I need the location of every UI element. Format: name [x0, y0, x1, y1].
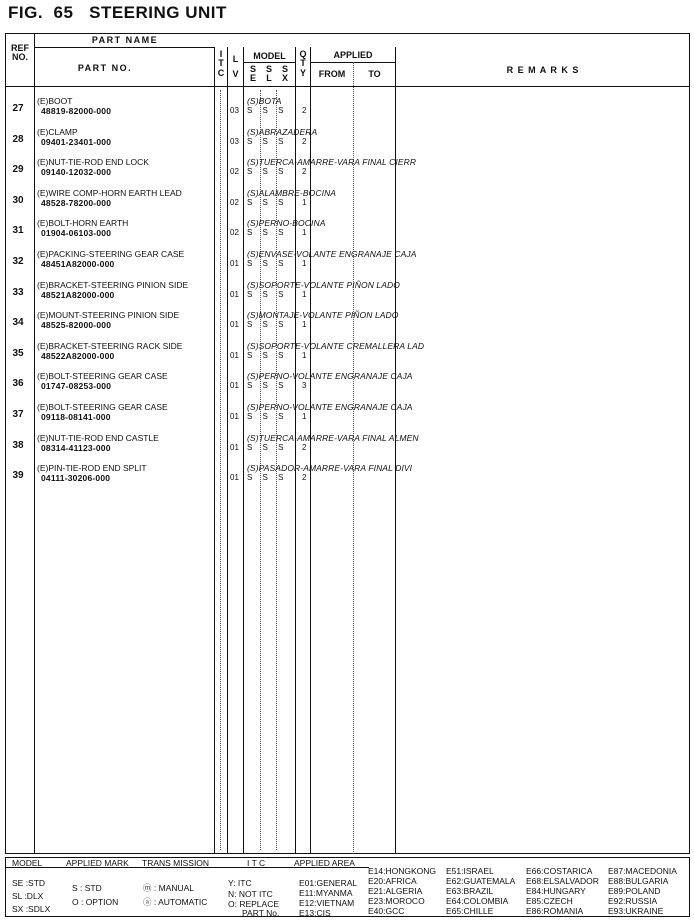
table-row: [0, 310, 694, 341]
legend-model-title: MODEL: [12, 858, 43, 868]
remark: (S)ENVASE-VOLANTE ENGRANAJE CAJA: [247, 249, 417, 259]
table-row: [0, 341, 694, 372]
ref-number: 32: [12, 256, 24, 267]
quantity: 1: [302, 228, 307, 238]
remark: (S)PERNO-VOLANTE ENGRANAJE CAJA: [247, 402, 413, 412]
model-marks: S S S: [247, 350, 288, 360]
part-name: (E)NUT-TIE-ROD END CASTLE: [37, 432, 159, 443]
legend-area-item: E11:MYANMA: [299, 888, 353, 898]
legend-itc-title: I T C: [247, 858, 266, 868]
remark: (S)BOTA: [247, 96, 282, 106]
header-model-sx-s: S: [281, 64, 288, 74]
quantity: 2: [302, 167, 307, 177]
figure-label: FIG.: [8, 3, 44, 22]
part-name: (E)NUT-TIE-ROD END LOCK: [37, 157, 149, 168]
header-ref-line1: REF: [11, 43, 29, 53]
header-lv-l: L: [232, 54, 239, 64]
remark: (S)TUERCA-AMARRE-VARA FINAL CIERR: [247, 157, 417, 168]
header-itc-i: I: [219, 49, 223, 59]
legend-applied-mark-title: APPLIED MARK: [66, 858, 129, 868]
legend-area-item: E85:CZECH: [526, 896, 573, 906]
remark: (S)SOPORTE-VOLANTE CREMALLERA LAD: [247, 340, 425, 351]
header-divider: [35, 47, 215, 48]
table-row: [0, 218, 694, 249]
legend-itc-partno: PART No.: [242, 908, 280, 918]
ref-number: 29: [12, 164, 24, 176]
part-name: (E)PIN-TIE-ROD END SPLIT: [37, 463, 147, 474]
legend-area-item: E66:COSTARICA: [526, 866, 593, 876]
header-qty-q: Q: [299, 49, 307, 59]
ref-number: 34: [12, 317, 24, 329]
legend-trans-manual: ⓜ : MANUAL: [143, 883, 195, 893]
ref-number: 31: [12, 225, 24, 237]
part-number: 01904-06103-000: [41, 228, 112, 239]
model-marks: S S S: [247, 289, 288, 299]
level: 01: [230, 320, 239, 330]
table-row: [0, 127, 694, 158]
table-row: [0, 249, 694, 280]
part-name: (E)CLAMP: [37, 126, 78, 137]
part-name: (E)BOLT-STEERING GEAR CASE: [37, 402, 168, 412]
model-marks: S S S: [247, 320, 288, 330]
legend-model-sx: SX :SDLX: [12, 904, 51, 914]
part-name: (E)BRACKET-STEERING RACK SIDE: [37, 340, 183, 351]
level: 01: [230, 350, 239, 360]
level: 02: [230, 228, 239, 238]
level: 02: [230, 167, 239, 177]
legend-model-se: SE :STD: [12, 878, 46, 888]
ref-number: 33: [12, 286, 24, 298]
table-row: [0, 188, 694, 219]
level: 01: [230, 381, 239, 391]
header-from: FROM: [318, 69, 346, 79]
legend-area-item: E13:CIS: [299, 908, 331, 918]
legend-area-item: E84:HUNGARY: [526, 886, 586, 896]
header-lv: [228, 52, 243, 83]
header-model-sx-x: X: [281, 73, 288, 84]
header-ref-line2: NO.: [11, 52, 28, 63]
model-marks: S S S: [247, 259, 288, 268]
quantity: 1: [302, 197, 307, 207]
table-row: [0, 96, 694, 127]
part-number: 48451A82000-000: [41, 259, 115, 269]
ref-number: 28: [12, 133, 24, 145]
legend-area-item: E64:COLOMBIA: [446, 896, 509, 906]
figure-number: 65: [53, 3, 74, 22]
part-number: 48522A82000-000: [41, 350, 115, 361]
header-qty-y: Y: [299, 67, 306, 78]
figure-name: STEERING UNIT: [89, 3, 227, 22]
quantity: 2: [302, 106, 307, 115]
ref-number: 36: [12, 378, 24, 390]
quantity: 1: [302, 350, 307, 360]
remark: (S)SOPORTE-VOLANTE PIÑON LADO: [247, 279, 400, 290]
header-model-sx: [279, 65, 291, 84]
part-name: (E)BOLT-STEERING GEAR CASE: [37, 371, 168, 382]
header-ref-no: [6, 44, 34, 63]
level: 01: [230, 412, 239, 421]
header-part-name: PART NAME: [91, 35, 159, 45]
model-marks: S S S: [247, 167, 288, 177]
ref-number: 37: [12, 409, 24, 420]
header-to: TO: [368, 69, 381, 79]
legend-trans-title: TRANS MISSION: [142, 858, 210, 868]
header-bottom-line: [5, 86, 690, 87]
quantity: 1: [302, 320, 307, 330]
level: 03: [230, 106, 239, 115]
header-lv-v: V: [232, 69, 239, 80]
legend-area-item: E65:CHILLE: [446, 906, 494, 916]
remark: (S)MONTAJE-VOLANTE PIÑON LADO: [247, 310, 399, 321]
legend-area-item: E89:POLAND: [608, 886, 661, 896]
remark: (S)PASADOR-AMARRE-VARA FINAL DIVI: [247, 463, 413, 474]
part-number: 04111-30206-000: [41, 473, 111, 484]
legend-area-item: E63:BRAZIL: [446, 886, 494, 896]
header-part-no: PART NO.: [77, 63, 133, 73]
part-name: (E)BOOT: [37, 96, 73, 106]
legend-area-item: E21:ALGERIA: [368, 886, 423, 896]
legend-area-item: E62:GUATEMALA: [446, 876, 516, 886]
legend-itc-n: N: NOT ITC: [228, 889, 273, 899]
part-name: (E)WIRE COMP-HORN EARTH LEAD: [37, 187, 182, 198]
legend-applied-std: S : STD: [72, 883, 102, 893]
model-marks: S S S: [247, 197, 288, 207]
header-qty: [296, 50, 310, 78]
header-model-sl-s: S: [265, 64, 272, 74]
level: 02: [230, 197, 239, 207]
legend-trans-auto: ⓐ : AUTOMATIC: [143, 897, 208, 907]
ref-number: 35: [12, 347, 24, 359]
header-qty-t: T: [300, 58, 306, 69]
part-name: (E)PACKING-STEERING GEAR CASE: [37, 249, 185, 259]
header-remarks: R E M A R K S: [506, 65, 580, 75]
header-model-se-s: S: [249, 64, 256, 74]
table-row: [0, 463, 694, 494]
remark: (S)ALAMBRE-BOCINA: [247, 187, 337, 198]
ref-number: 27: [12, 103, 24, 114]
header-model: MODEL: [253, 51, 286, 61]
quantity: 2: [302, 136, 307, 146]
legend-area-item: E20:AFRICA: [368, 876, 417, 886]
quantity: 1: [302, 289, 307, 299]
table-row: [0, 371, 694, 402]
level: 01: [230, 473, 239, 483]
legend-itc-y: Y: ITC: [228, 878, 252, 888]
legend-area-title: APPLIED AREA: [294, 858, 355, 868]
level: 01: [230, 289, 239, 299]
table-row: [0, 433, 694, 464]
level: 01: [230, 259, 239, 268]
table-row: [0, 402, 694, 433]
ref-number: 38: [12, 439, 24, 451]
part-number: 48528-78200-000: [41, 197, 112, 208]
quantity: 2: [302, 442, 307, 452]
legend-area-item: E40:GCC: [368, 906, 405, 916]
remark: (S)PERNO-BOCINA: [247, 218, 326, 229]
model-marks: S S S: [247, 473, 288, 483]
model-marks: S S S: [247, 381, 288, 391]
table-row: [0, 280, 694, 311]
level: 01: [230, 442, 239, 452]
part-number: 48521A82000-000: [41, 289, 115, 300]
legend-applied-option: O : OPTION: [72, 897, 119, 907]
remark: (S)TUERCA-AMARRE-VARA FINAL ALMEN: [247, 432, 419, 443]
header-model-se-e: E: [249, 73, 256, 84]
part-number: 01747-08253-000: [41, 381, 112, 392]
model-divider: [244, 62, 295, 63]
table-row: [0, 157, 694, 188]
header-applied: APPLIED: [333, 50, 373, 60]
legend-area-item: E93:UKRAINE: [608, 906, 664, 916]
quantity: 2: [302, 473, 307, 483]
header-itc-t: T: [218, 58, 224, 69]
remark: (S)PERNO-VOLANTE ENGRANAJE CAJA: [247, 371, 413, 382]
model-marks: S S S: [247, 136, 288, 146]
model-marks: S S S: [247, 412, 288, 421]
legend-area-item: E88:BULGARIA: [608, 876, 669, 886]
part-name: (E)MOUNT-STEERING PINION SIDE: [37, 310, 180, 321]
legend-model-sl: SL :DLX: [12, 891, 44, 901]
quantity: 3: [302, 381, 307, 391]
header-itc-c: C: [217, 67, 225, 78]
quantity: 1: [302, 412, 307, 421]
legend-area-item: E87:MACEDONIA: [608, 866, 677, 876]
model-marks: S S S: [247, 228, 288, 238]
part-number: 48819-82000-000: [41, 106, 112, 116]
part-name: (E)BOLT-HORN EARTH: [37, 218, 129, 229]
ref-number: 30: [12, 194, 24, 206]
part-number: 48525-82000-000: [41, 320, 112, 331]
part-name: (E)BRACKET-STEERING PINION SIDE: [37, 279, 189, 290]
quantity: 1: [302, 259, 307, 268]
model-marks: S S S: [247, 442, 288, 452]
part-number: 08314-41123-000: [41, 442, 111, 453]
legend-area-item: E14:HONGKONG: [368, 866, 437, 876]
legend-area-item: E68:ELSALVADOR: [526, 876, 599, 886]
part-number: 09118-08141-000: [41, 412, 111, 422]
remark: (S)ABRAZADERA: [247, 126, 318, 137]
legend-area-item: E01:GENERAL: [299, 878, 358, 888]
model-marks: S S S: [247, 106, 288, 115]
header-model-se: [247, 65, 259, 84]
header-itc: [215, 50, 227, 78]
ref-number: 39: [12, 470, 24, 482]
legend-area-item: E12:VIETNAM: [299, 898, 355, 908]
level: 03: [230, 136, 239, 146]
legend-area-item: E23:MOROCO: [368, 896, 425, 906]
legend-area-item: E86:ROMANIA: [526, 906, 584, 916]
part-number: 09140-12032-000: [41, 167, 112, 178]
legend-itc-o: O: REPLACE: [228, 899, 280, 909]
part-number: 09401-23401-000: [41, 136, 112, 147]
legend-area-item: E51:ISRAEL: [446, 866, 494, 876]
header-model-sl-l: L: [266, 73, 272, 84]
legend-area-item: E92:RUSSIA: [608, 896, 658, 906]
figure-title: [8, 3, 227, 23]
header-model-sl: [263, 65, 275, 84]
